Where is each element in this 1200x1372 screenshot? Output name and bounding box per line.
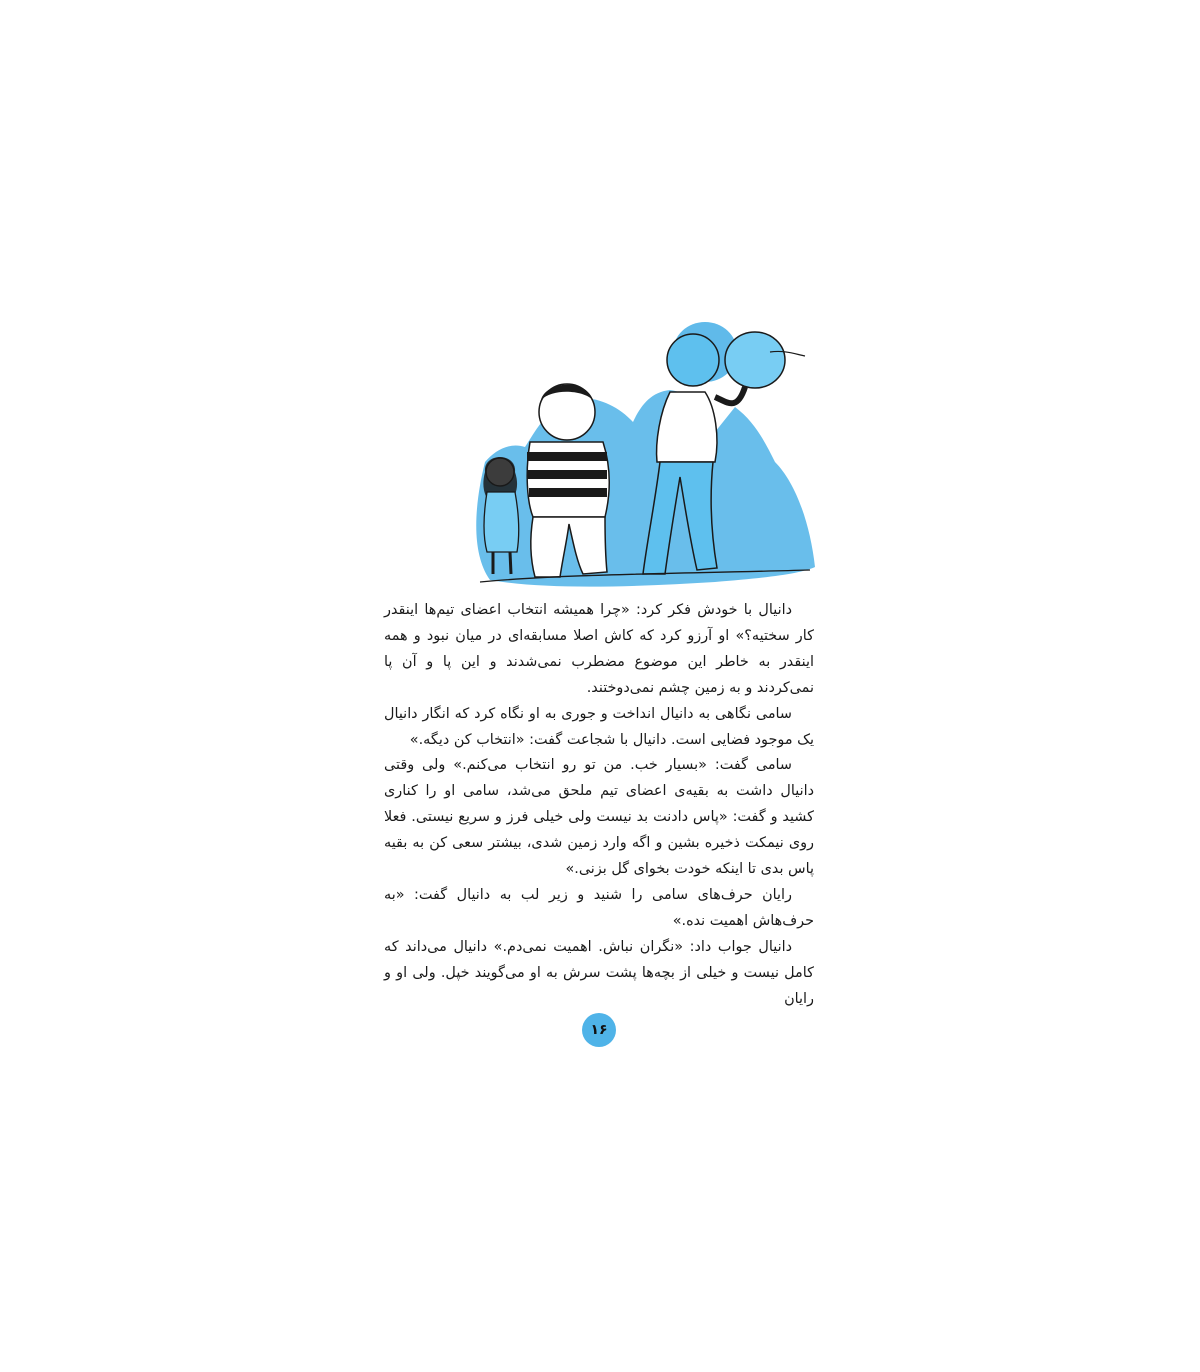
page-number: ۱۶ [582, 1013, 616, 1047]
paragraph: سامی نگاهی به دانیال انداخت و جوری به او نگاه کرد که انگار دانیال یک موجود فضایی است. دانیال با شجاعت گفت: «انتخاب کن دیگه.» [384, 705, 814, 748]
three-children-illustration [465, 312, 825, 594]
story-text [384, 598, 814, 1013]
paragraph: دانیال با خودش فکر کرد: «چرا همیشه انتخاب اعضای تیم‌ها اینقدر کار سختیه؟» او آرزو کرد که کاش اصلا مسابقه‌ای در میان نبود و همه اینقدر به خاطر این موضوع مضطرب نمی‌شدند و این پا و آن پا نمی‌کردند و به زمین چشم نمی‌دوختند. [384, 602, 814, 696]
paragraph: رایان حرف‌های سامی را شنید و زیر لب به دانیال گفت: «به حرف‌هاش اهمیت نده.» [384, 886, 814, 929]
paragraph: سامی گفت: «بسیار خب. من تو رو انتخاب می‌کنم.» ولی وقتی دانیال داشت به بقیه‌ی اعضای تیم ملحق می‌شد، سامی او را کناری کشید و گفت: «پاس دادنت بد نیست ولی خیلی فرز و سریع نیستی. فعلا روی نیمکت ذخیره بشین و اگه وارد زمین شدی، بیشتر سعی کن به بقیه پاس بدی تا اینکه خودت بخوای گل بزنی.» [384, 757, 814, 878]
paragraph: دانیال جواب داد: «نگران نباش. اهمیت نمی‌دم.» دانیال می‌داند که کامل نیست و خیلی از بچه‌ها پشت سرش به او می‌گویند خپل. ولی او و رایان [384, 938, 814, 1007]
